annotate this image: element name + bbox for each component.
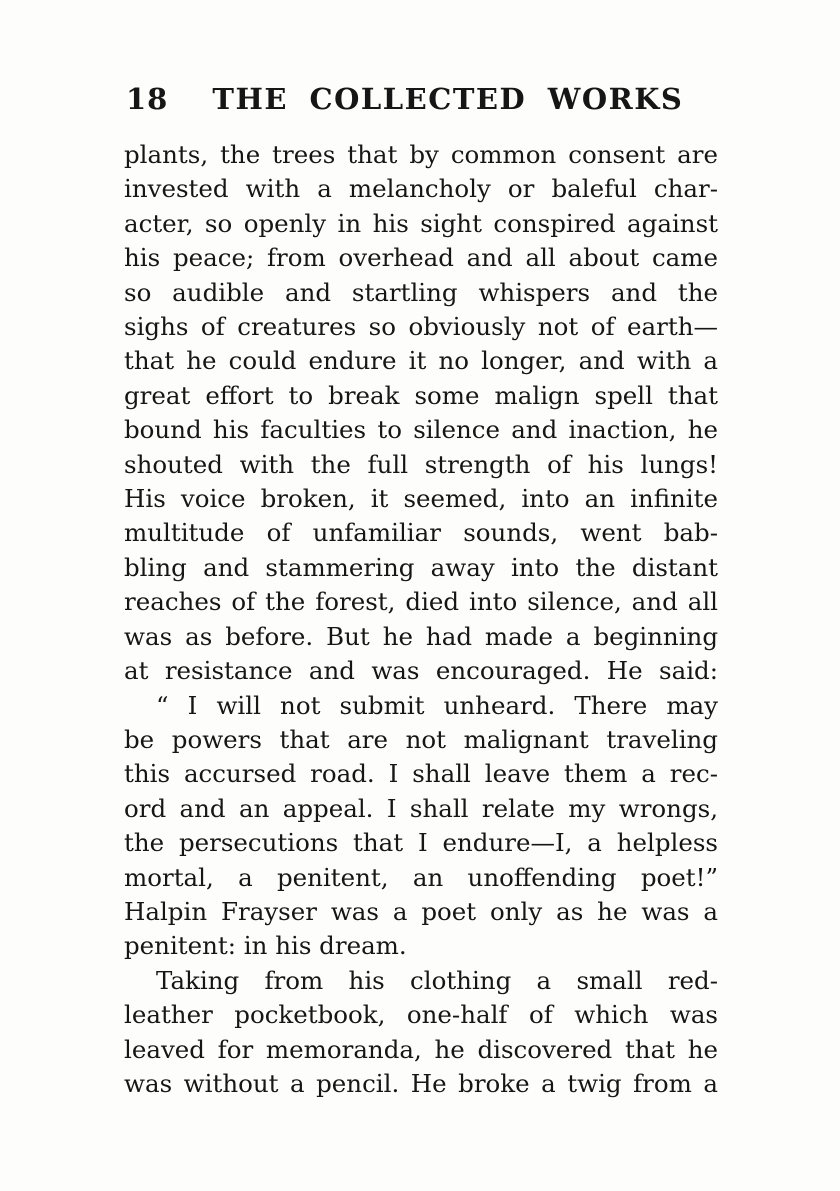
text-line: bound his faculties to silence and inaction, he xyxy=(124,415,718,445)
page-number: 18 xyxy=(126,82,169,116)
text-line: that he could endure it no longer, and with a xyxy=(124,346,718,376)
text-line: Halpin Frayser was a poet only as he was a xyxy=(124,896,718,926)
text-line: was as before. But he had made a beginning xyxy=(124,621,718,651)
text-line: this accursed road. I shall leave them a rec- xyxy=(124,759,718,789)
text-line: shouted with the full strength of his lungs! xyxy=(124,449,718,479)
text-line: multitude of unfamiliar sounds, went bab- xyxy=(124,518,718,548)
header-title: THE COLLECTED WORKS xyxy=(212,82,684,116)
text-line: sighs of creatures so obviously not of earth— xyxy=(124,312,718,342)
text-line: bling and stammering away into the distant xyxy=(124,552,718,582)
text-line: “ I will not submit unheard. There may xyxy=(156,690,718,720)
text-line: His voice broken, it seemed, into an infinite xyxy=(124,484,718,514)
text-line: acter, so openly in his sight conspired against xyxy=(124,208,718,238)
text-line: penitent: in his dream. xyxy=(124,931,407,961)
text-line: be powers that are not malignant traveling xyxy=(124,724,718,754)
text-line: invested with a melancholy or baleful char- xyxy=(124,174,718,204)
text-line: reaches of the forest, died into silence, and all xyxy=(124,587,718,617)
text-line: Taking from his clothing a small red- xyxy=(156,965,718,995)
text-line: plants, the trees that by common consent are xyxy=(124,140,718,169)
text-line: so audible and startling whispers and the xyxy=(124,277,718,307)
text-line: great effort to break some malign spell that xyxy=(124,380,718,410)
text-block xyxy=(124,138,718,1101)
text-line: leather pocketbook, one-half of which was xyxy=(124,1000,718,1030)
text-line: ord and an appeal. I shall relate my wrongs, xyxy=(124,793,718,823)
text-line: the persecutions that I endure—I, a helpless xyxy=(124,828,718,858)
text-line: leaved for memoranda, he discovered that he xyxy=(124,1034,718,1064)
text-line: at resistance and was encouraged. He said: xyxy=(124,656,718,686)
running-head xyxy=(126,82,718,116)
text-line: was without a pencil. He broke a twig from a xyxy=(124,1068,718,1098)
text-line: his peace; from overhead and all about came xyxy=(124,243,718,273)
text-line: mortal, a penitent, an unoffending poet!” xyxy=(124,862,718,892)
